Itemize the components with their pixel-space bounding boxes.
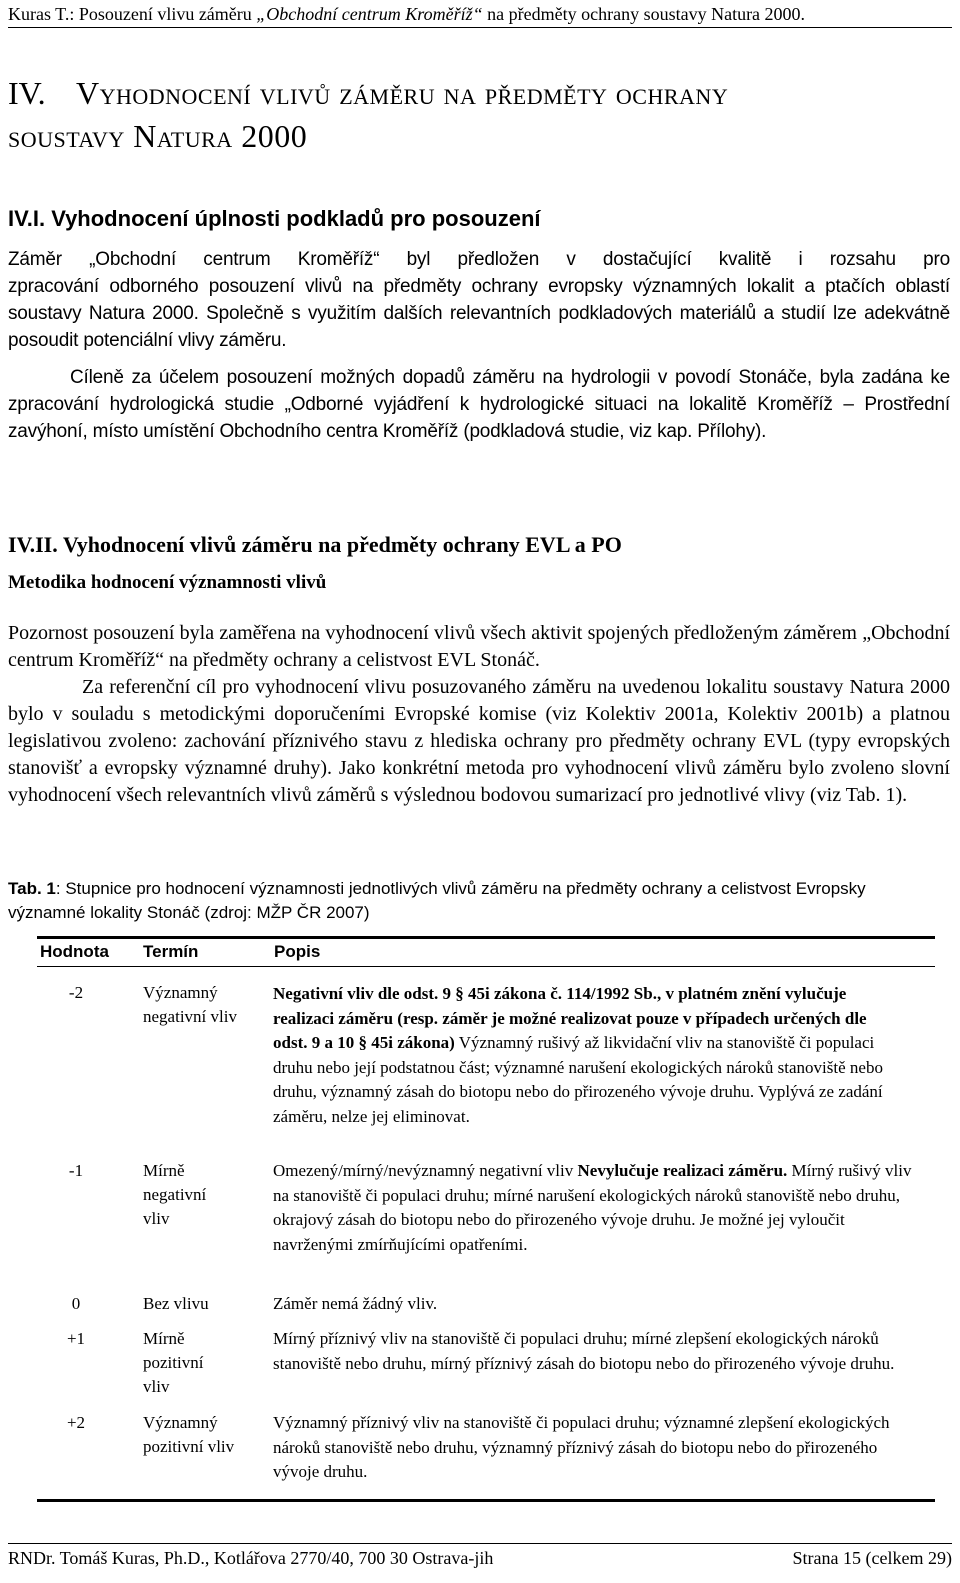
table-row-description: Významný příznivý vliv na stanoviště či populaci druhu; významné zlepšení ekologických nároků stanoviště nebo druhu, významný příznivý zásah do biotopu nebo do přirozeného vývoje druhu. xyxy=(273,1413,890,1481)
description-bold: Nevylučuje realizaci záměru. xyxy=(577,1161,788,1180)
section1-p1-rest: zpracování odborného posouzení vlivů na předměty ochrany evropsky významných lokalit a ptačích oblastí soustavy Natura 2000. Společně s využitím dalších relevantních podkladových materiálů a studií lze adekvátně posoudit potenciální vlivy záměru. xyxy=(8,276,950,351)
chapter-title-line1: Vyhodnocení vlivů záměru na předměty ochrany xyxy=(76,75,729,111)
table-header-value: Hodnota xyxy=(40,942,109,961)
table-header-description: Popis xyxy=(274,942,321,961)
chapter-number: IV. xyxy=(8,75,46,111)
table-row-term: Bez vlivu xyxy=(143,1294,209,1313)
table-row-term: Mírně negativní vliv xyxy=(143,1161,207,1228)
section-heading-2: IV.II. Vyhodnocení vlivů záměru na předměty ochrany EVL a PO xyxy=(8,532,622,557)
header-suffix: na předměty ochrany soustavy Natura 2000. xyxy=(482,4,806,24)
description-rest: Významný rušivý až likvidační vliv na stanoviště či populaci druhu nebo její podstatnou část; významné narušení ekologických nároků stanoviště nebo druhu, významný zásah do biotopu nebo do přirozeného vývoje druhu. Vyplývá ze zadání záměru, nelze jej eliminovat. xyxy=(273,1033,883,1126)
description-pre: Omezený/mírný/nevýznamný negativní vliv xyxy=(273,1161,578,1180)
table-header-term: Termín xyxy=(143,942,199,961)
header-prefix: Kuras T.: Posouzení vlivu záměru xyxy=(8,4,257,24)
table-caption xyxy=(8,877,908,925)
table-row-term: Významný pozitivní vliv xyxy=(143,1413,235,1456)
table-row-term: Mírně pozitivní vliv xyxy=(143,1329,204,1396)
method-subheading: Metodika hodnocení významnosti vlivů xyxy=(8,572,327,593)
footer-page-number: Strana 15 (celkem 29) xyxy=(792,1548,952,1568)
section2-paragraph-2: Za referenční cíl pro vyhodnocení vlivu posuzovaného záměru na uvedenou lokalitu soustavy Natura 2000 bylo v souladu s metodickými doporučeními Evropské komise (viz Kolektiv 2001a, Kolektiv 2001b) a platnou legislativou zvoleno: zachování příznivého stavu z hlediska ochrany pro předměty ochrany EVL (typy evropských stanovišť a evropsky významné druhy). Jako konkrétní metoda pro vyhodnocení vlivů záměru bylo zvoleno slovní vyhodnocení všech relevantních vlivů záměrů s výslednou bodovou sumarizací pro jednotlivé vlivy (viz Tab. 1). xyxy=(8,676,950,806)
footer-author: RNDr. Tomáš Kuras, Ph.D., Kotlářova 2770/40, 700 30 Ostrava-jih xyxy=(8,1548,494,1568)
section1-paragraph-1 xyxy=(8,246,950,354)
chapter-title xyxy=(8,72,952,158)
table-caption-text: : Stupnice pro hodnocení významnosti jednotlivých vlivů záměru na předměty ochrany a celistvost Evropsky významné lokality Stonáč (zdroj: MŽP ČR 2007) xyxy=(8,879,866,922)
section1-paragraph-2: Cíleně za účelem posouzení možných dopadů záměru na hydrologii v povodí Stonáče, byla zadána ke zpracování hydrologická studie „Odborné vyjádření k hydrologické situaci na lokalitě Kroměříž – Prostřední zavýhoní, místo umístění Obchodního centra Kroměříž (podkladová studie, viz kap. Přílohy). xyxy=(8,367,950,442)
table-row-value: -2 xyxy=(68,983,84,1002)
description-rest: Mírný rušivý vliv na stanoviště či populaci druhu; mírné narušení ekologických nároků stanoviště nebo druhu, okrajový zásah do biotopu nebo do přirozeného vývoje druhu. Je možné jej vyloučit navrženými zmírňujícími opatřeními. xyxy=(273,1161,912,1254)
chapter-title-line2: soustavy Natura 2000 xyxy=(8,118,308,154)
section-heading-1: IV.I. Vyhodnocení úplnosti podkladů pro posouzení xyxy=(8,206,541,231)
table-row-description: Mírný příznivý vliv na stanoviště či populaci druhu; mírné zlepšení ekologických nároků stanoviště nebo druhu, mírný příznivý zásah do biotopu nebo do přirozeného vývoje druhu. xyxy=(273,1329,895,1373)
table-row-value: +2 xyxy=(66,1413,86,1432)
table-caption-label: Tab. 1 xyxy=(8,879,56,898)
table-row-term: Významný negativní vliv xyxy=(143,983,237,1026)
header-title-italic: „Obchodní centrum Kroměříž“ xyxy=(256,4,483,24)
table-row-value: -1 xyxy=(68,1161,84,1180)
table-header-rule xyxy=(37,966,935,967)
running-header xyxy=(8,2,952,26)
table-row-value: 0 xyxy=(71,1294,81,1313)
table-row-description xyxy=(273,1159,913,1257)
table-row-description: Záměr nemá žádný vliv. xyxy=(273,1294,438,1313)
description-bold: Negativní vliv dle odst. 9 § 45i zákona č. 114/1992 Sb., v platném znění vylučuje realizaci záměru (resp. záměr je možné realizovat pouze v případech určených dle odst. 9 a 10 § 45i zákona) xyxy=(273,984,867,1052)
table-top-rule xyxy=(37,936,935,939)
table-row-value: +1 xyxy=(66,1329,86,1348)
section1-p1-line1: Záměr „Obchodní centrum Kroměříž“ byl předložen v dostačující kvalitě i rozsahu pro xyxy=(8,249,950,270)
header-rule xyxy=(8,27,952,28)
table-row-description xyxy=(273,982,903,1129)
section2-paragraph-1: Pozornost posouzení byla zaměřena na vyhodnocení vlivů všech aktivit spojených předloženým záměrem „Obchodní centrum Kroměříž“ na předměty ochrany a celistvost EVL Stonáč. xyxy=(8,622,950,671)
footer-rule xyxy=(8,1543,952,1544)
table-bottom-rule xyxy=(37,1499,935,1502)
